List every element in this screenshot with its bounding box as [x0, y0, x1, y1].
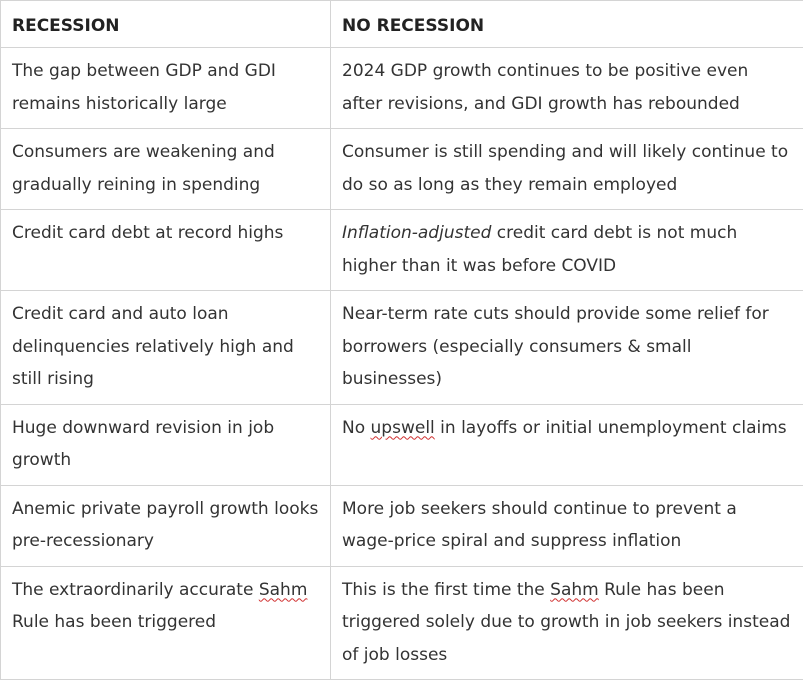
recession-cell: Credit card and auto loan delinquencies relatively high and still rising: [1, 291, 331, 405]
no-recession-cell: [331, 404, 803, 485]
cell-text: credit card debt is not much higher than it was before COVID: [342, 223, 737, 276]
recession-cell: The gap between GDP and GDI remains historically large: [1, 48, 331, 129]
no-recession-cell: [331, 210, 803, 291]
header-row: [1, 1, 803, 48]
cell-text: in layoffs or initial unemployment claims: [435, 418, 787, 438]
spellcheck-flagged-word: upswell: [371, 418, 435, 438]
cell-text: Rule has been triggered: [12, 612, 216, 632]
table-row: [1, 291, 803, 405]
table-row: [1, 485, 803, 566]
header-recession: RECESSION: [1, 1, 331, 48]
spellcheck-flagged-word: Sahm: [259, 580, 308, 600]
recession-cell: Consumers are weakening and gradually reining in spending: [1, 129, 331, 210]
table-row: [1, 566, 803, 680]
no-recession-cell: More job seekers should continue to prevent a wage-price spiral and suppress inflation: [331, 485, 803, 566]
cell-text: Rule has been triggered solely due to growth in job seekers instead of job losses: [342, 580, 790, 665]
table-row: [1, 404, 803, 485]
italic-emphasis: Inflation-adjusted: [342, 223, 491, 243]
no-recession-cell: [331, 566, 803, 680]
recession-cell: Anemic private payroll growth looks pre-recessionary: [1, 485, 331, 566]
recession-cell: Credit card debt at record highs: [1, 210, 331, 291]
cell-text: No: [342, 418, 371, 438]
no-recession-cell: Consumer is still spending and will likely continue to do so as long as they remain employed: [331, 129, 803, 210]
header-no-recession: NO RECESSION: [331, 1, 803, 48]
cell-text: The extraordinarily accurate: [12, 580, 259, 600]
table-row: [1, 48, 803, 129]
spellcheck-flagged-word: Sahm: [550, 580, 599, 600]
recession-cell: Huge downward revision in job growth: [1, 404, 331, 485]
table-row: [1, 129, 803, 210]
table-row: [1, 210, 803, 291]
cell-text: This is the first time the: [342, 580, 550, 600]
no-recession-cell: Near-term rate cuts should provide some relief for borrowers (especially consumers & small businesses): [331, 291, 803, 405]
recession-cell: [1, 566, 331, 680]
no-recession-cell: 2024 GDP growth continues to be positive even after revisions, and GDI growth has rebounded: [331, 48, 803, 129]
